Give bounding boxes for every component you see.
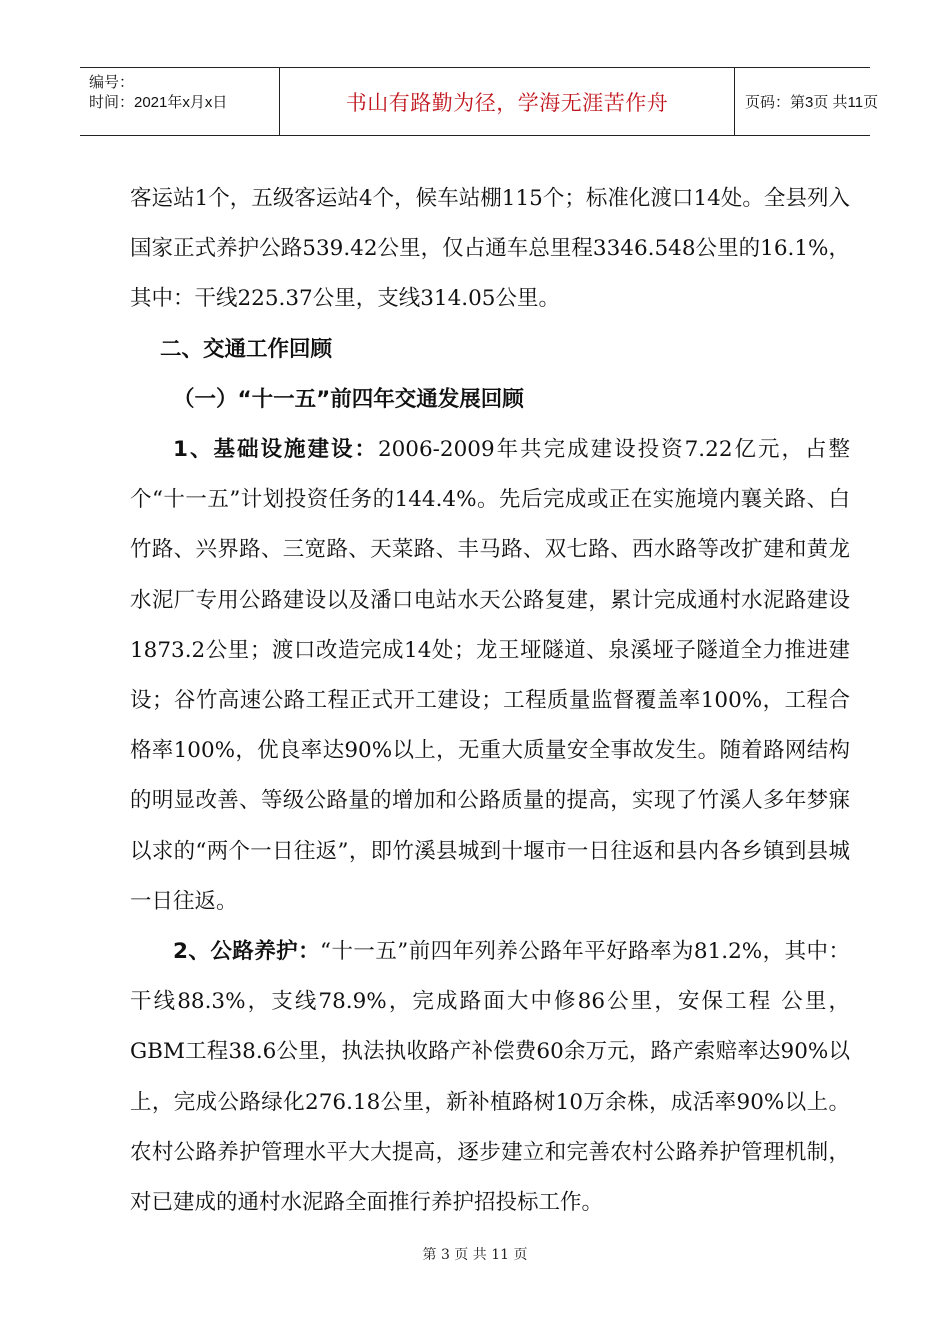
infrastructure-lead: 1、基础设施建设： bbox=[173, 437, 378, 463]
paragraph-infrastructure bbox=[130, 425, 850, 927]
document-body bbox=[130, 174, 850, 1228]
header-meta bbox=[80, 68, 280, 135]
maintenance-text: “十一五”前四年列养公路年平好路率为81.2%，其中：干线88.3%，支线78.9%，完成路面大中修86公里，安保工程 公里，GBM工程38.6公里，执法执收路产补偿费60余万元，路产索赔率达90%以上，完成公路绿化276.18公里，新补植路树10万余株，成活率90%以上。农村公路养护管理水平大大提高，逐步建立和完善农村公路养护管理机制，对已建成的通村水泥路全面推行养护招投标工作。 bbox=[130, 939, 850, 1216]
header-page-code: 页码：第3页 共11页 bbox=[745, 94, 879, 111]
time-label: 时间：2021年x月x日 bbox=[89, 94, 228, 111]
number-label: 编号： bbox=[89, 74, 135, 91]
paragraph-road-stats: 客运站1个，五级客运站4个，候车站棚115个；标准化渡口14处。全县列入国家正式养护公路539.42公里，仅占通车总里程3346.548公里的16.1%，其中：干线225.37公里，支线314.05公里。 bbox=[130, 186, 850, 312]
paragraph-road-maintenance bbox=[130, 927, 850, 1228]
maintenance-lead: 2、公路养护： bbox=[173, 939, 321, 965]
subsection-heading: （一）“十一五”前四年交通发展回顾 bbox=[173, 386, 524, 412]
infrastructure-text: 2006-2009年共完成建设投资7.22亿元，占整个“十一五”计划投资任务的144.4%。先后完成或正在实施境内襄关路、白竹路、兴界路、三宽路、天菜路、丰马路、双七路、西水路等改扩建和黄龙水泥厂专用公路建设以及潘口电站水天公路复建，累计完成通村水泥路建设1873.2公里；渡口改造完成14处；龙王垭隧道、泉溪垭子隧道全力推进建设；谷竹高速公路工程正式开工建设；工程质量监督覆盖率100%，工程合格率100%，优良率达90%以上，无重大质量安全事故发生。随着路网结构的明显改善、等级公路量的增加和公路质量的提高，实现了竹溪人多年梦寐以求的“两个一日往返”，即竹溪县城到十堰市一日往返和县内各乡镇到县城一日往返。 bbox=[130, 437, 850, 914]
section-heading: 二、交通工作回顾 bbox=[160, 336, 333, 362]
page-header bbox=[80, 67, 879, 136]
page-footer: 第 3 页 共 11 页 bbox=[422, 1247, 528, 1263]
header-motto: 书山有路勤为径，学海无涯苦作舟 bbox=[280, 68, 735, 135]
